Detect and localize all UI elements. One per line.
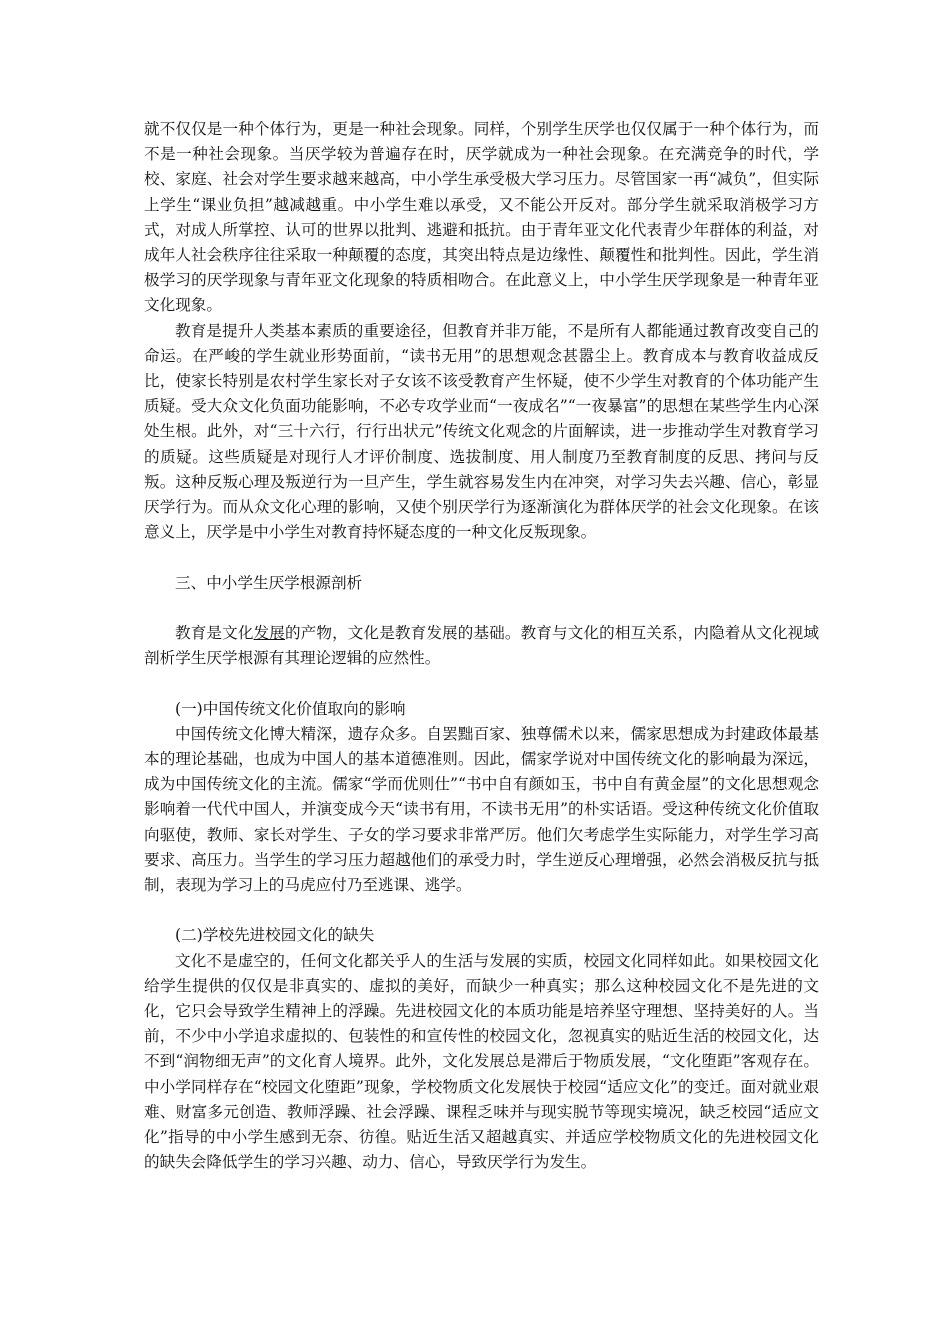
- spacer: [144, 671, 819, 696]
- spacer: [144, 898, 819, 923]
- paragraph-3-text-end: 的产物，文化是教育发展的基础。教育与文化的相互关系，内隐着从文化视域剖析学生厌学根源有其理论逻辑的应然性。: [144, 624, 819, 668]
- paragraph-4: 中国传统文化博大精深，遗存众多。自罢黜百家、独尊儒术以来，儒家思想成为封建政体最基本的理论基础，也成为中国人的基本道德准则。因此，儒家学说对中国传统文化的影响最为深远，成为中国传统文化的主流。儒家“学而优则仕”“书中自有颜如玉，书中自有黄金屋”的文化思想观念影响着一代代中国人，并演变成今天“读书有用，不读书无用”的朴实话语。受这种传统文化价值取向驱使，教师、家长对学生、子女的学习要求非常严厉。他们欠考虑学生实际能力，对学生学习高要求、高压力。当学生的学习压力超越他们的承受力时，学生逆反心理增强，必然会消极反抗与抵制，表现为学习上的马虎应付乃至逃课、逃学。: [144, 724, 819, 895]
- paragraph-5: 文化不是虚空的，任何文化都关乎人的生活与发展的实质，校园文化同样如此。如果校园文化给学生提供的仅仅是非真实的、虚拟的美好，而缺少一种真实；那么这种校园文化不是先进的文化，它只会导致学生精神上的浮躁。先进校园文化的本质功能是培养坚守理想、坚持美好的人。当前，不少中小学追求虚拟的、包装性的和宣传性的校园文化，忽视真实的贴近生活的校园文化，达不到“润物细无声”的文化育人境界。此外，文化发展总是滞后于物质发展，“文化堕距”客观存在。中小学同样存在“校园文化堕距”现象，学校物质文化发展快于校园“适应文化”的变迁。面对就业艰难、财富多元创造、教师浮躁、社会浮躁、课程乏味并与现实脱节等现实境况，缺乏校园“适应文化”指导的中小学生感到无奈、彷徨。贴近生活又超越真实、并适应学校物质文化的先进校园文化的缺失会降低学生的学习兴趣、动力、信心，导致厌学行为发生。: [144, 951, 819, 1172]
- subsection-heading-1: (一)中国传统文化价值取向的影响: [175, 699, 406, 718]
- paragraph-1: 就不仅仅是一种个体行为，更是一种社会现象。同样，个别学生厌学也仅仅属于一种个体行为，而不是一种社会现象。当厌学较为普遍存在时，厌学就成为一种社会现象。在充满竞争的时代，学校、家庭、社会对学生要求越来越高，中小学生承受极大学习压力。尽管国家一再“减负”，但实际上学生“课业负担”越减越重。中小学生难以承受，又不能公开反对。部分学生就采取消极学习方式，对成人所掌控、认可的世界以批判、逃避和抵抗。由于青年亚文化代表青少年群体的利益，对成年人社会秩序往往采取一种颠覆的态度，其突出特点是边缘性、颠覆性和批判性。因此，学生消极学习的厌学现象与青年亚文化现象的特质相吻合。在此意义上，中小学生厌学现象是一种青年亚文化现象。: [144, 120, 819, 315]
- development-link[interactable]: 发展: [253, 624, 285, 643]
- section-heading-3: 三、中小学生厌学根源剖析: [175, 573, 363, 592]
- paragraph-2: 教育是提升人类基本素质的重要途径，但教育并非万能，不是所有人都能通过教育改变自己的命运。在严峻的学生就业形势面前，“读书无用”的思想观念甚嚣尘上。教育成本与教育收益成反比，使家长特别是农村学生家长对子女该不该受教育产生怀疑，使不少学生对教育的个体功能产生质疑。受大众文化负面功能影响，不必专攻学业而“一夜成名”“一夜暴富”的思想在某些学生内心深处生根。此外，对“三十六行，行行出状元”传统文化观念的片面解读，进一步推动学生对教育学习的质疑。这些质疑是对现行人才评价制度、选拔制度、用人制度乃至教育制度的反思、拷问与反叛。这种反叛心理及叛逆行为一旦产生，学生就容易发生内在冲突，对学习失去兴趣、信心，彰显厌学行为。而从众文化心理的影响，又使个别厌学行为逐渐演化为群体厌学的社会文化现象。在该意义上，厌学是中小学生对教育持怀疑态度的一种文化反叛现象。: [144, 321, 819, 542]
- paragraph-3: [144, 621, 819, 671]
- subsection-heading-2: (二)学校先进校园文化的缺失: [175, 926, 375, 945]
- document-page: [144, 117, 819, 1175]
- spacer: [144, 545, 819, 570]
- paragraph-3-text-start: 教育是文化: [175, 624, 254, 643]
- spacer: [144, 596, 819, 621]
